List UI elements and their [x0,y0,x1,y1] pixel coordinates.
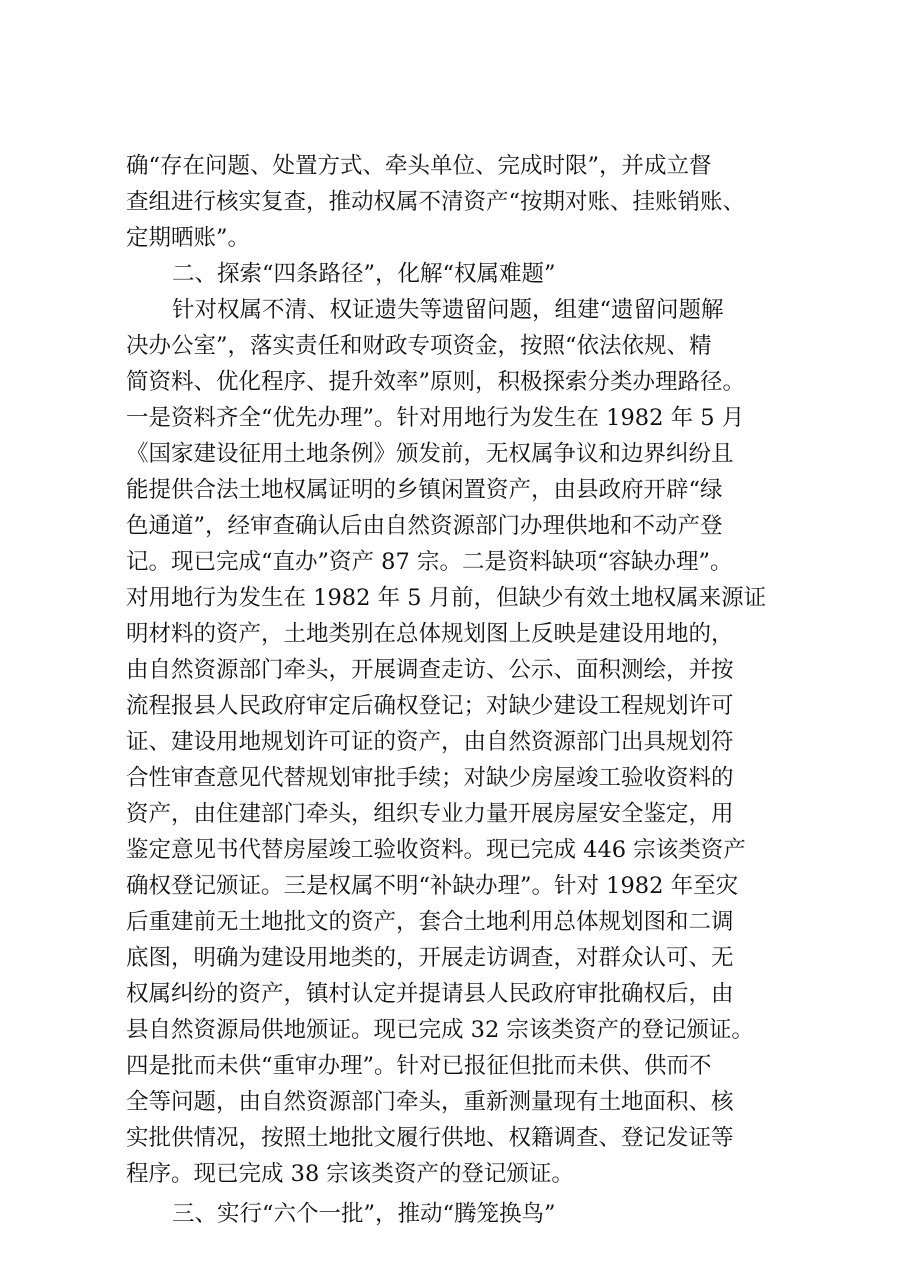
text-line: 县自然资源局供地颁证。现已完成 32 宗该类资产的登记颁证。 [126,1017,754,1043]
text-line: 能提供合法土地权属证明的乡镇闲置资产，由县政府开辟“绿 [126,477,723,503]
text-line: 一是资料齐全“优先办理”。针对用地行为发生在 1982 年 5 月 [126,405,745,431]
text-line: 简资料、优化程序、提升效率”原则，积极探索分类办理路径。 [126,369,746,395]
text-line: 后重建前无土地批文的资产，套合土地利用总体规划图和二调 [126,909,734,935]
text-line: 四是批而未供“重审办理”。针对已报征但批而未供、供而不 [126,1053,712,1079]
section-heading: 三、实行“六个一批”，推动“腾笼换鸟” [172,1201,556,1227]
text-line: 鉴定意见书代替房屋竣工验收资料。现已完成 446 宗该类资产 [126,837,746,863]
text-line: 合性审查意见代替规划审批手续；对缺少房屋竣工验收资料的 [126,765,734,791]
text-line: 《国家建设征用土地条例》颁发前，无权属争议和边界纠纷且 [126,441,734,467]
text-line: 确权登记颁证。三是权属不明“补缺办理”。针对 1982 年至灾 [126,873,739,899]
text-line: 底图，明确为建设用地类的，开展走访调查，对群众认可、无 [126,945,734,971]
text-line: 资产，由住建部门牵头，组织专业力量开展房屋安全鉴定，用 [126,801,734,827]
section-heading: 二、探索“四条路径”，化解“权属难题” [172,261,556,287]
text-line: 全等问题，由自然资源部门牵头，重新测量现有土地面积、核 [126,1089,734,1115]
text-line: 色通道”，经审查确认后由自然资源部门办理供地和不动产登 [126,513,723,539]
text-line: 明材料的资产，土地类别在总体规划图上反映是建设用地的， [126,621,734,647]
text-line: 由自然资源部门牵头，开展调查走访、公示、面积测绘，并按 [126,657,734,683]
text-line: 实批供情况，按照土地批文履行供地、权籍调查、登记发证等 [126,1125,734,1151]
text-line: 权属纠纷的资产，镇村认定并提请县人民政府审批确权后，由 [126,981,734,1007]
text-line: 查组进行核实复查，推动权属不清资产“按期对账、挂账销账、 [126,189,746,215]
text-line: 流程报县人民政府审定后确权登记；对缺少建设工程规划许可 [126,693,734,719]
text-line: 程序。现已完成 38 宗该类资产的登记颁证。 [126,1161,574,1187]
text-line: 定期晒账”。 [126,225,251,251]
text-line: 证、建设用地规划许可证的资产，由自然资源部门出具规划符 [126,729,734,755]
text-line: 针对权属不清、权证遗失等遗留问题，组建“遗留问题解 [172,297,724,323]
text-line: 决办公室”，落实责任和财政专项资金，按照“依法依规、精 [126,333,712,359]
text-line: 记。现已完成“直办”资产 87 宗。二是资料缺项“容缺办理”。 [126,549,733,575]
text-line: 确“存在问题、处置方式、牵头单位、完成时限”，并成立督 [126,153,712,179]
text-line: 对用地行为发生在 1982 年 5 月前，但缺少有效土地权属来源证 [126,585,767,611]
